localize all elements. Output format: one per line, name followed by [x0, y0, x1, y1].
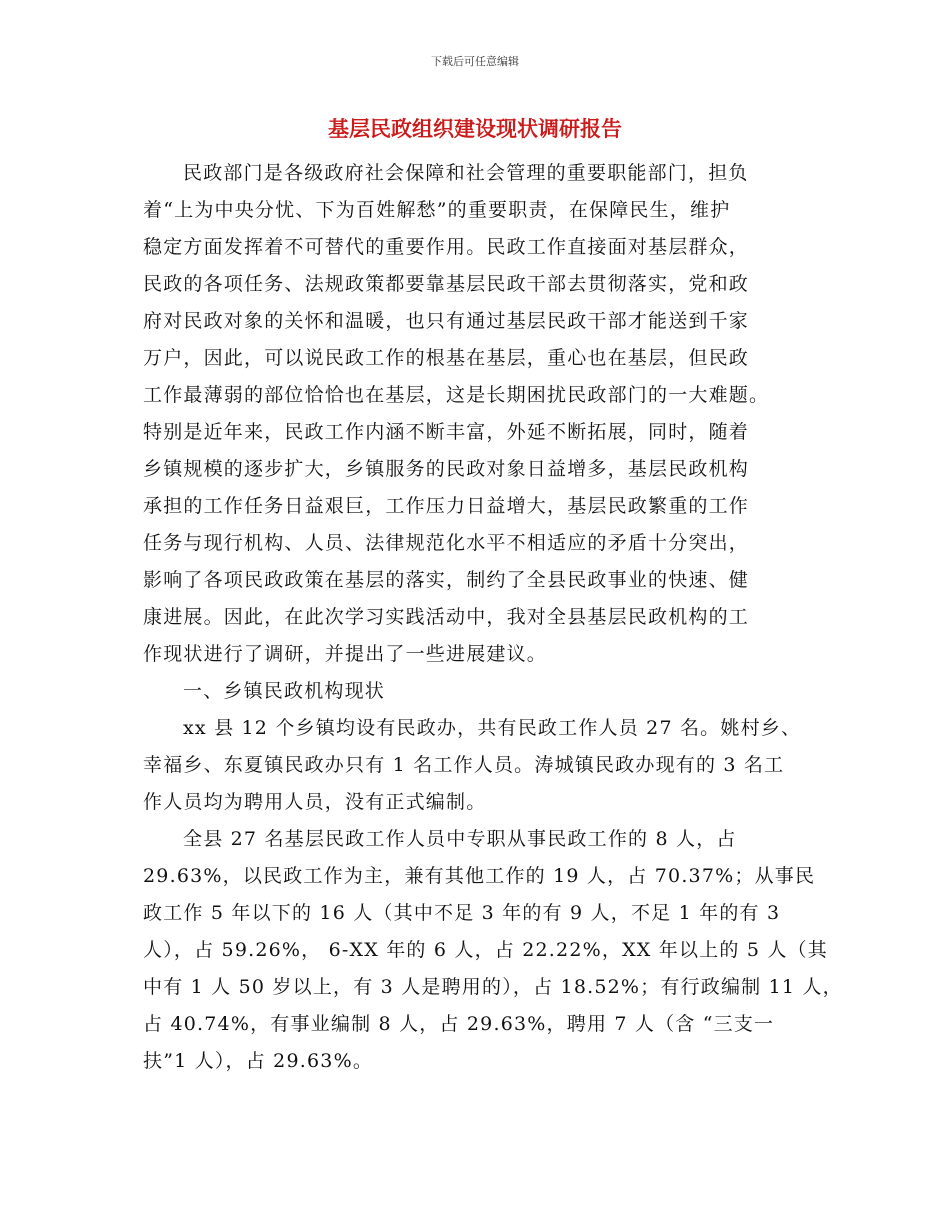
text-line: 幸福乡、东夏镇民政办只有 1 名工作人员。涛城镇民政办现有的 3 名工: [143, 754, 785, 776]
text-line: 稳定方面发挥着不可替代的重要作用。民政工作直接面对基层群众，: [143, 236, 750, 258]
text-line: 中有 1 人 50 岁以上，有 3 人是聘用的），占 18.52%；有行政编制 11 人，: [143, 976, 843, 998]
text-line: 扶”1 人），占 29.63%。: [143, 1050, 374, 1072]
text-line: 工作最薄弱的部位恰恰也在基层，这是长期困扰民政部门的一大难题。: [143, 384, 770, 406]
text-line: 一、乡镇民政机构现状: [183, 680, 386, 702]
text-line: 作现状进行了调研，并提出了一些进展建议。: [143, 643, 548, 665]
text-line: 人），占 59.26%， 6-XX 年的 6 人，占 22.22%，XX 年以上的 5 人（其: [143, 939, 828, 961]
paragraph-township-offices: [143, 710, 823, 821]
text-line: 全县 27 名基层民政工作人员中专职从事民政工作的 8 人，占: [183, 828, 737, 850]
text-line: 承担的工作任务日益艰巨，工作压力日益增大，基层民政繁重的工作: [143, 495, 750, 517]
text-line: 任务与现行机构、人员、法律规范化水平不相适应的矛盾十分突出，: [143, 532, 750, 554]
text-line: 民政的各项任务、法规政策都要靠基层民政干部去贯彻落实，党和政: [143, 273, 750, 295]
text-line: 29.63%，以民政工作为主，兼有其他工作的 19 人，占 70.37%；从事民: [143, 865, 816, 887]
text-line: 影响了各项民政政策在基层的落实，制约了全县民政事业的快速、健: [143, 569, 750, 591]
text-line: 作人员均为聘用人员，没有正式编制。: [143, 791, 487, 813]
section-heading: [143, 673, 823, 710]
paragraph-staff-statistics: [143, 821, 843, 1080]
document-title: 基层民政组织建设现状调研报告: [328, 117, 622, 141]
text-line: 特别是近年来，民政工作内涵不断丰富，外延不断拓展，同时，随着: [143, 421, 750, 443]
text-line: 乡镇规模的逐步扩大，乡镇服务的民政对象日益增多，基层民政机构: [143, 458, 750, 480]
text-line: 康进展。因此，在此次学习实践活动中，我对全县基层民政机构的工: [143, 606, 750, 628]
text-line: xx 县 12 个乡镇均设有民政办，共有民政工作人员 27 名。姚村乡、: [183, 717, 802, 739]
text-line: 府对民政对象的关怀和温暖，也只有通过基层民政干部才能送到千家: [143, 310, 750, 332]
text-line: 政工作 5 年以下的 16 人（其中不足 3 年的有 9 人，不足 1 年的有 3: [143, 902, 781, 924]
text-line: 占 40.74%，有事业编制 8 人，占 29.63%，聘用 7 人（含 “三支一: [143, 1013, 775, 1035]
text-line: 民政部门是各级政府社会保障和社会管理的重要职能部门，担负: [183, 162, 749, 184]
header-note: 下载后可任意编辑: [431, 55, 519, 68]
paragraph-intro: [143, 155, 823, 673]
text-line: 万户，因此，可以说民政工作的根基在基层，重心也在基层，但民政: [143, 347, 750, 369]
text-line: 着“上为中央分忧、下为百姓解愁”的重要职责，在保障民生，维护: [143, 199, 731, 221]
